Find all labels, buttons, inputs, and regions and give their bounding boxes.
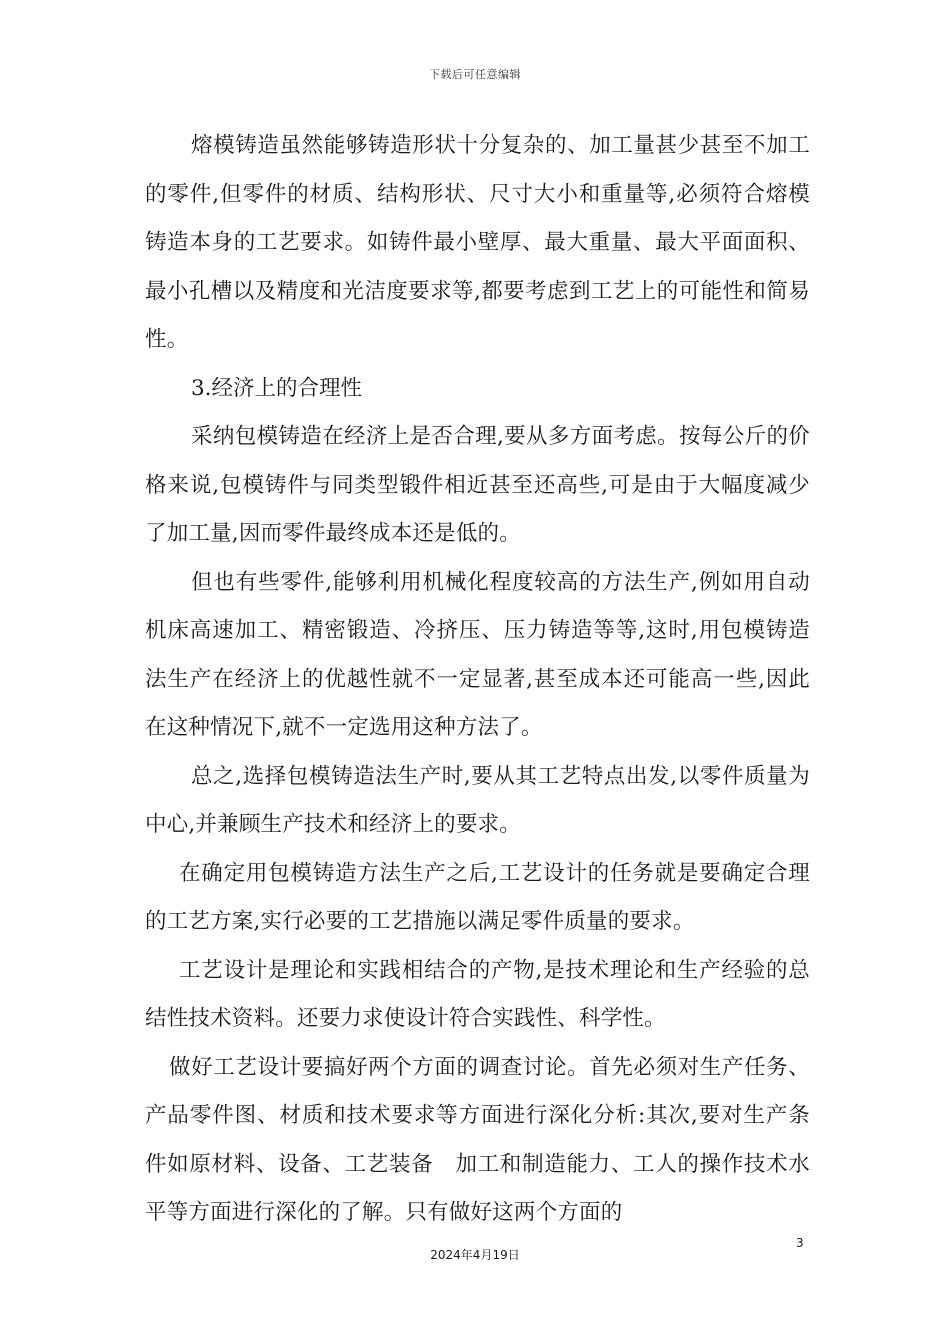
paragraph-alternative-methods: 但也有些零件,能够利用机械化程度较高的方法生产,例如用自动机床高速加工、精密锻造、冷挤压、压力铸造等等,这时,用包模铸造法生产在经济上的优越性就不一定显著,甚至成本还可能高一些,因此在这种情况下,就不一定选用这种方法了。 (145, 569, 810, 740)
paragraph-economic-evaluation: 采纳包模铸造在经济上是否合理,要从多方面考虑。按每公斤的价格来说,包模铸件与同类型锻件相近甚至还高些,可是由于大幅度减少了加工量,因而零件最终成本还是低的。 (145, 424, 810, 546)
paragraph-summary: 总之,选择包模铸造法生产时,要从其工艺特点出发,以零件质量为中心,并兼顾生产技术和经济上的要求。 (145, 763, 810, 837)
paragraph-process-design-task: 在确定用包模铸造方法生产之后,工艺设计的任务就是要确定合理的工艺方案,实行必要的工艺措施以满足零件质量的要求。 (145, 860, 810, 934)
section-heading-economic-rationality: 3.经济上的合理性 (191, 375, 363, 401)
footer-date: 2024年4月19日 (430, 1248, 520, 1262)
paragraph-investigation: 做好工艺设计要搞好两个方面的调查讨论。首先必须对生产任务、产品零件图、材质和技术要求等方面进行深化分析:其次,要对生产条件如原材料、设备、工艺装备 加工和制造能力、工人的操作技术水平等方面进行深化的了解。只有做好这两个方面的 (145, 1054, 810, 1225)
paragraph-investment-casting-requirements: 熔模铸造虽然能够铸造形状十分复杂的、加工量甚少甚至不加工的零件,但零件的材质、结构形状、尺寸大小和重量等,必须符合熔模铸造本身的工艺要求。如铸件最小壁厚、最大重量、最大平面面积、最小孔槽以及精度和光洁度要求等,都要考虑到工艺上的可能性和简易性。 (145, 133, 810, 352)
page-header: 下载后可任意编辑 (429, 68, 521, 81)
document-body (145, 122, 810, 1238)
page-number: 3 (796, 1236, 804, 1250)
paragraph-process-design-nature: 工艺设计是理论和实践相结合的产物,是技术理论和生产经验的总结性技术资料。还要力求使设计符合实践性、科学性。 (145, 957, 810, 1031)
